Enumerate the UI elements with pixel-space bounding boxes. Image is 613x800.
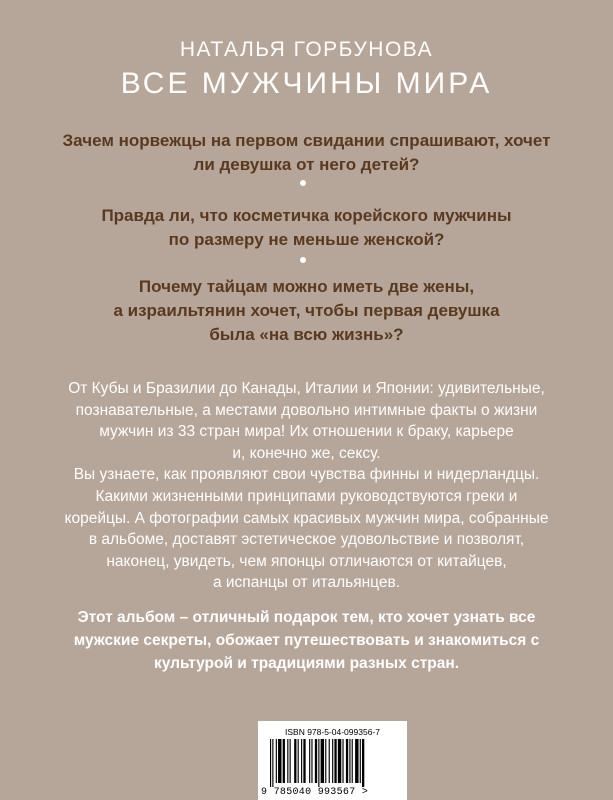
description-line: познавательные, а местами довольно интимные факты о жизни: [75, 401, 538, 419]
description-line: От Кубы и Бразилии до Канады, Италии и Японии: удивительные,: [68, 380, 545, 397]
bullet-dot: [300, 257, 306, 263]
closing-text: [0, 606, 613, 675]
closing-line: культурой и традициями разных стран.: [153, 655, 460, 672]
question-line: Зачем норвежцы на первом свидании спрашивают, хочет: [62, 131, 551, 150]
question-line: ли девушка от него детей?: [193, 155, 420, 174]
description-line: наконец, увидеть, чем японцы отличаются от китайцев,: [106, 552, 507, 570]
bullet-dot: [300, 180, 306, 186]
isbn-label: ISBN 978-5-04-099356-7: [285, 727, 380, 737]
description-line: а испанцы от итальянцев.: [212, 574, 401, 592]
question-3: [0, 275, 613, 347]
closing-line: мужские секреты, обожает путешествовать и знакомиться с: [73, 632, 540, 649]
closing-line: Этот альбом – отличный подарок тем, кто хочет узнать все: [77, 609, 536, 626]
barcode-box: [258, 721, 407, 800]
barcode-icon: [270, 739, 396, 787]
question-line: по размеру не меньше женской?: [168, 230, 445, 249]
question-line: Правда ли, что косметичка корейского мужчины: [101, 206, 512, 225]
barcode-digits: 9 785040 993567 >: [261, 787, 369, 798]
description-line: в альбоме, доставят эстетическое удовольствие и позволят,: [88, 531, 525, 549]
question-2: [0, 204, 613, 252]
description-text: [0, 378, 613, 594]
question-line: а израильтянин хочет, чтобы первая девушка: [113, 301, 500, 320]
description-line: Какими жизненными принципами руководствуются греки и: [95, 487, 518, 505]
description-line: мужчин из 33 стран мира! Их отношении к браку, карьере: [99, 423, 514, 441]
description-line: и, конечно же, сексу.: [232, 444, 381, 462]
description-line: Вы узнаете, как проявляют свои чувства финны и нидерландцы.: [73, 466, 540, 484]
question-1: [0, 129, 613, 177]
book-title: ВСЕ МУЖЧИНЫ МИРА: [120, 67, 493, 100]
author-name: НАТАЛЬЯ ГОРБУНОВА: [179, 38, 434, 61]
description-line: корейцы. А фотографии самых красивых мужчин мира, собранные: [64, 509, 549, 527]
question-line: Почему тайцам можно иметь две жены,: [138, 277, 475, 296]
question-line: была «на всю жизнь»?: [209, 325, 404, 344]
